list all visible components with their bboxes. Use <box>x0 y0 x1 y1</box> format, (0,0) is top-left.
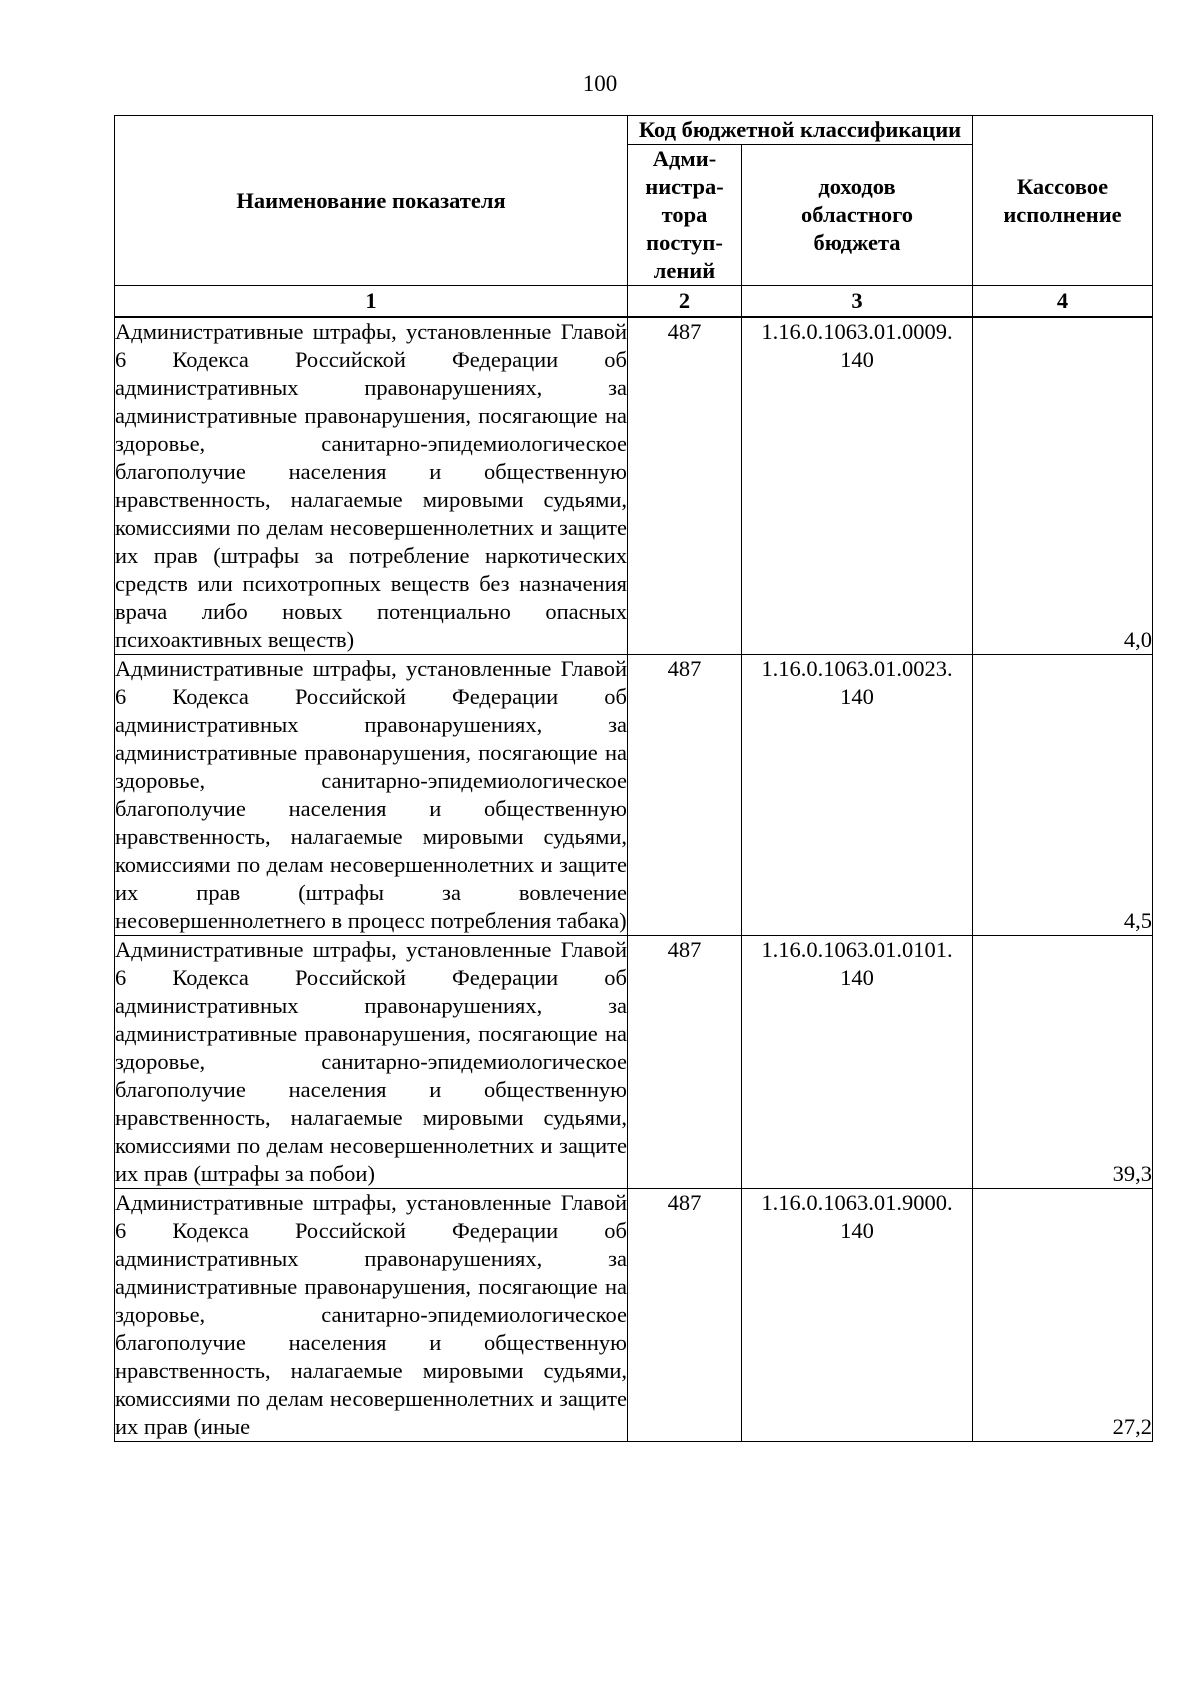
header-budget-code-text: Код бюджетной классификации <box>638 117 962 142</box>
revenue-admin-code-cell: 487 <box>628 655 742 936</box>
income-classification-code-cell: 1.16.0.1063.01.0101. 140 <box>742 936 973 1189</box>
cash-execution-amount-cell: 4,0 <box>973 317 1153 655</box>
column-number-row <box>115 286 1153 318</box>
revenue-admin-code-cell: 487 <box>628 1189 742 1442</box>
revenue-admin-code-cell: 487 <box>628 317 742 655</box>
revenue-admin-code-cell: 487 <box>628 936 742 1189</box>
column-number-2: 2 <box>628 286 742 318</box>
column-number-3: 3 <box>742 286 973 318</box>
table-row <box>115 936 1153 1189</box>
header-cash-execution <box>973 116 1153 286</box>
header-budget-code-group <box>628 116 973 145</box>
header-revenue-admin-text: Адми- нистра- тора поступ- лений <box>645 146 724 283</box>
indicator-name-cell: Административные штрафы, установленные Главой 6 Кодекса Российской Федерации об административных правонарушениях, за административные правонарушения, посягающие на здоровье, санитарно-эпидемиологическое благополучие населения и общественную нравственность, налагаемые мировыми судьями, комиссиями по делам несовершеннолетних и защите их прав (иные <box>115 1189 628 1442</box>
income-classification-code-cell: 1.16.0.1063.01.0009. 140 <box>742 317 973 655</box>
cash-execution-amount-cell: 39,3 <box>973 936 1153 1189</box>
indicator-name-cell: Административные штрафы, установленные Главой 6 Кодекса Российской Федерации об административных правонарушениях, за административные правонарушения, посягающие на здоровье, санитарно-эпидемиологическое благополучие населения и общественную нравственность, налагаемые мировыми судьями, комиссиями по делам несовершеннолетних и защите их прав (штрафы за потребление наркотических средств или психотропных веществ без назначения врача либо новых потенциально опасных психоактивных веществ) <box>115 317 628 655</box>
table-row <box>115 655 1153 936</box>
table-row <box>115 1189 1153 1442</box>
income-classification-code-cell: 1.16.0.1063.01.9000. 140 <box>742 1189 973 1442</box>
column-number-1: 1 <box>115 286 628 318</box>
budget-table <box>114 115 1153 1442</box>
page-number: 100 <box>582 71 618 96</box>
cash-execution-amount-cell: 27,2 <box>973 1189 1153 1442</box>
table-row <box>115 317 1153 655</box>
header-regional-income-text: доходов областного бюджета <box>801 174 913 255</box>
column-number-4: 4 <box>973 286 1153 318</box>
indicator-name-cell: Административные штрафы, установленные Главой 6 Кодекса Российской Федерации об административных правонарушениях, за административные правонарушения, посягающие на здоровье, санитарно-эпидемиологическое благополучие населения и общественную нравственность, налагаемые мировыми судьями, комиссиями по делам несовершеннолетних и защите их прав (штрафы за побои) <box>115 936 628 1189</box>
header-indicator-name: Наименование показателя <box>115 116 628 286</box>
header-row-1 <box>115 116 1153 145</box>
income-classification-code-cell: 1.16.0.1063.01.0023. 140 <box>742 655 973 936</box>
header-revenue-admin <box>628 145 742 286</box>
header-cash-execution-text: Кассовое исполнение <box>1003 173 1122 227</box>
header-regional-income <box>742 145 973 286</box>
cash-execution-amount-cell: 4,5 <box>973 655 1153 936</box>
indicator-name-cell: Административные штрафы, установленные Главой 6 Кодекса Российской Федерации об административных правонарушениях, за административные правонарушения, посягающие на здоровье, санитарно-эпидемиологическое благополучие населения и общественную нравственность, налагаемые мировыми судьями, комиссиями по делам несовершеннолетних и защите их прав (штрафы за вовлечение несовершеннолетнего в процесс потребления табака) <box>115 655 628 936</box>
